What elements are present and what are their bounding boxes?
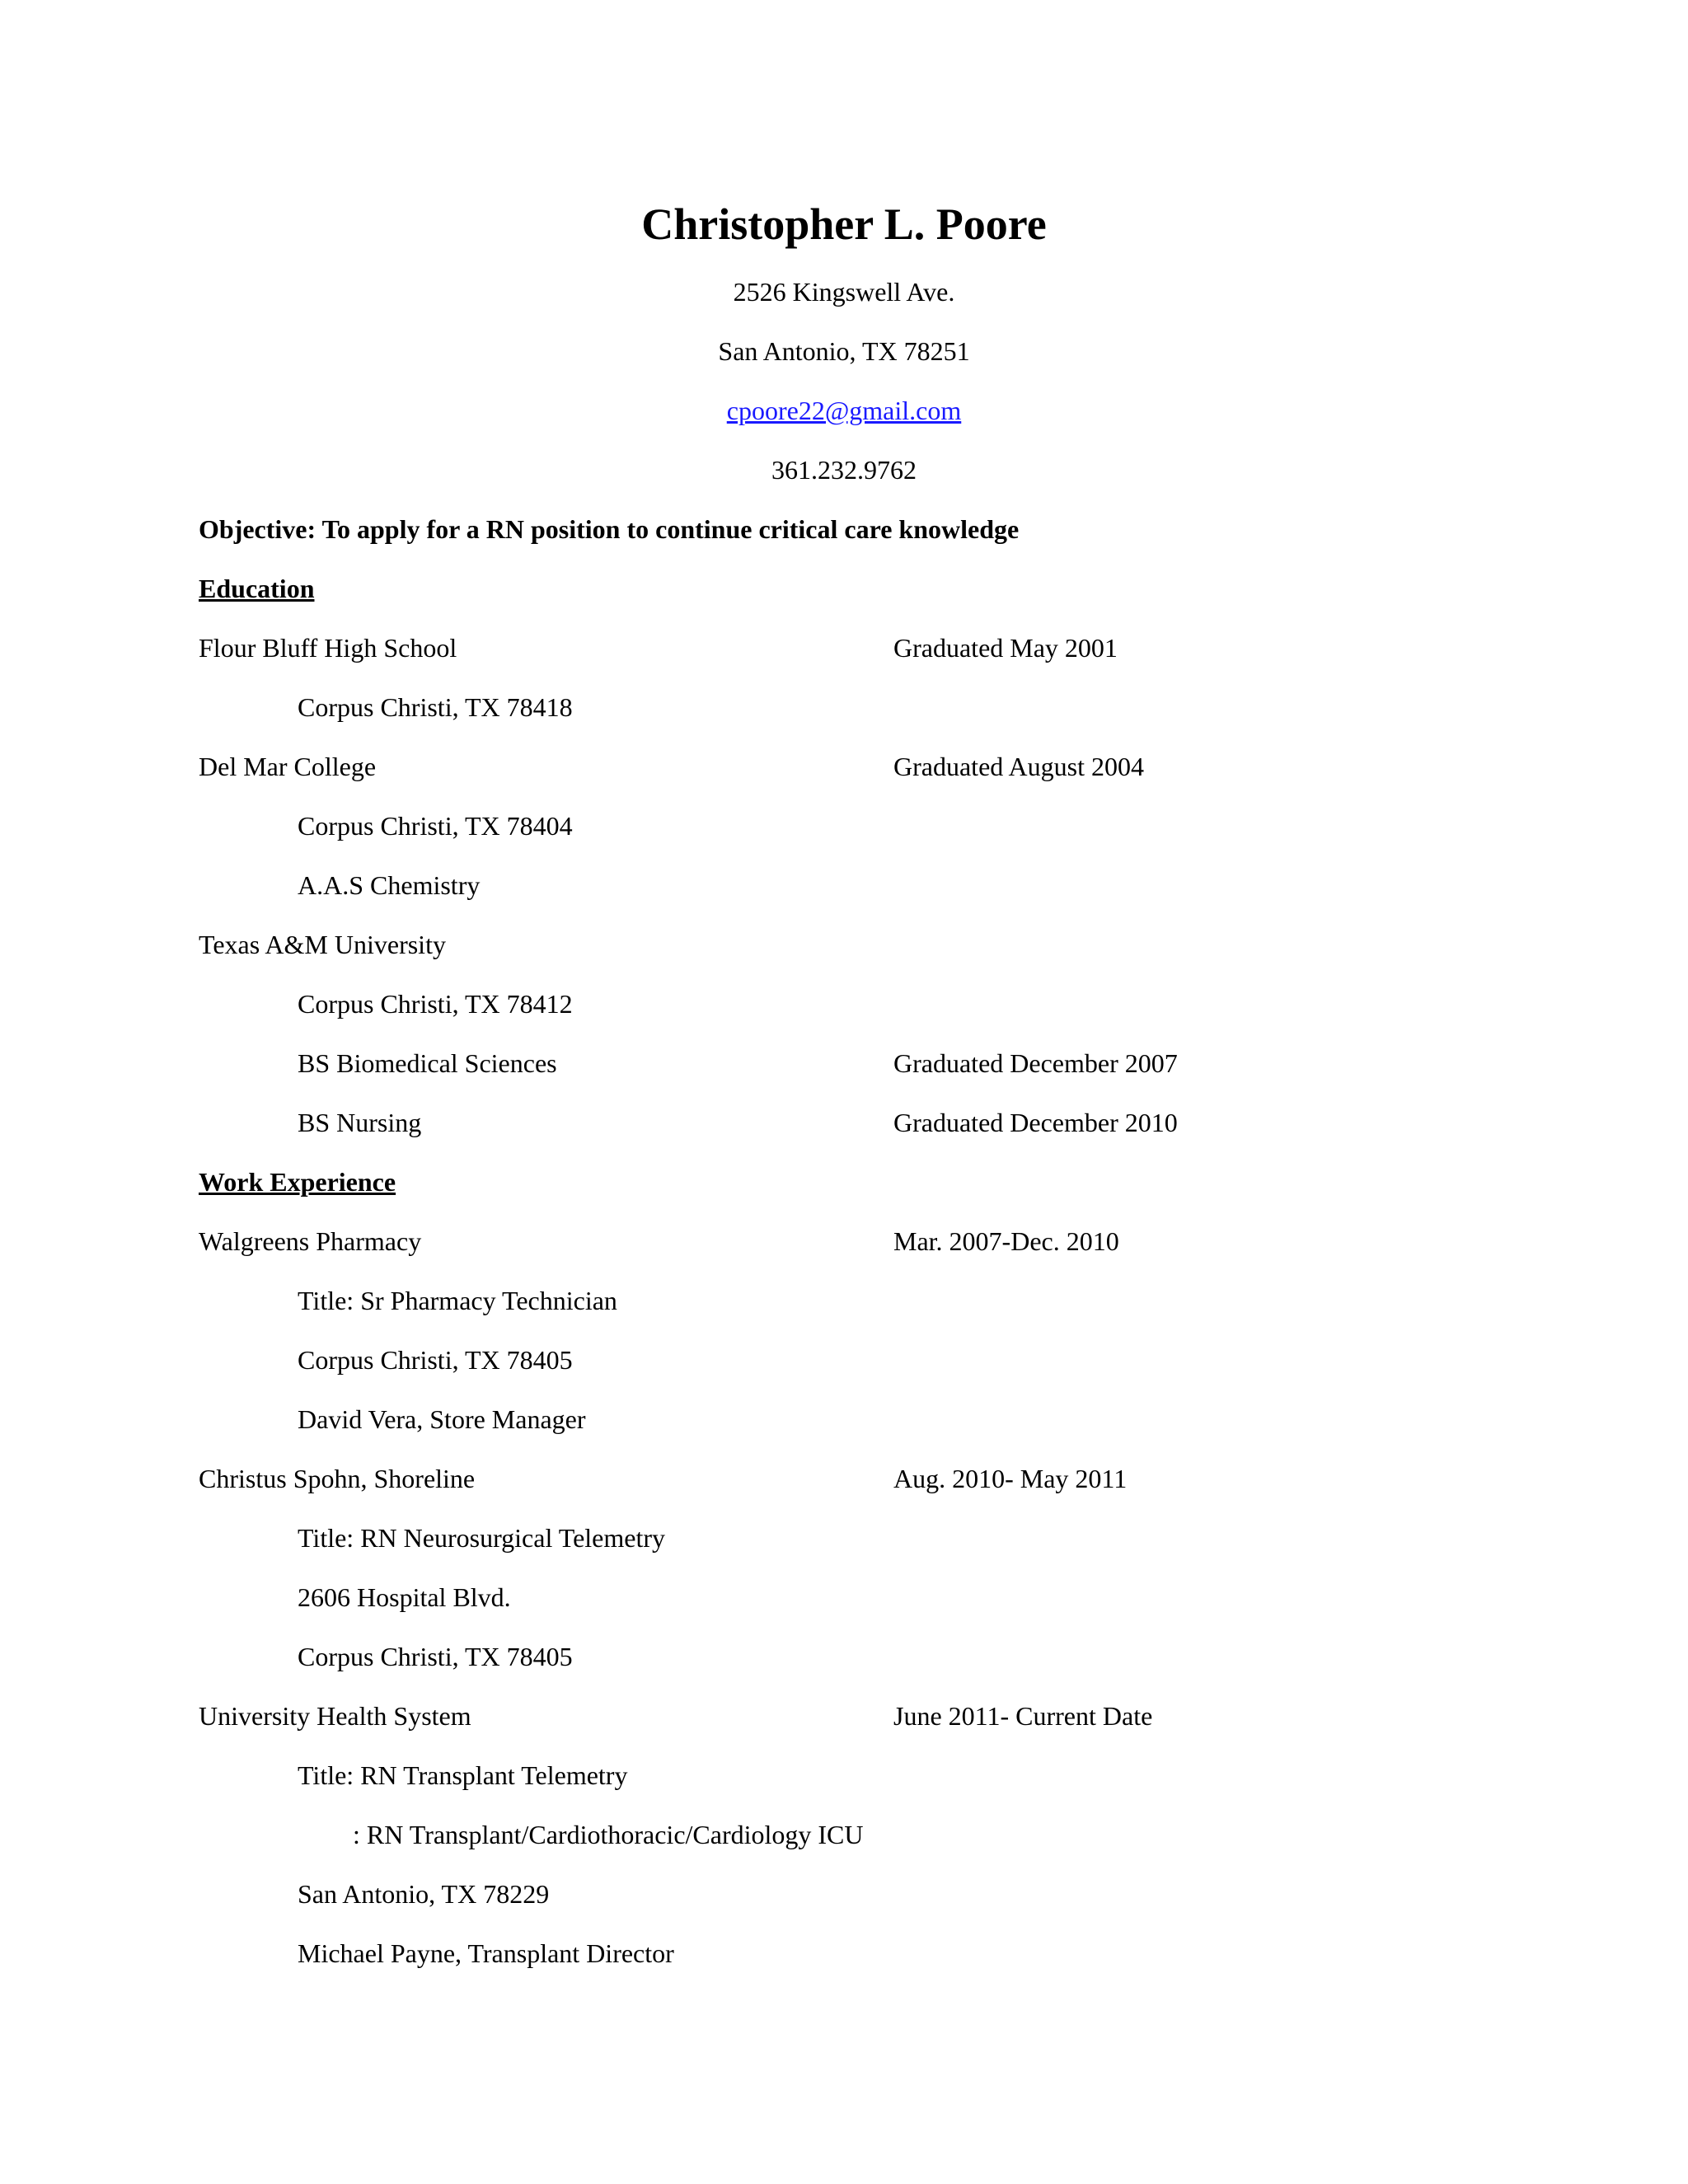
education-heading: Education [199,574,315,603]
work-experience-heading: Work Experience [199,1167,396,1197]
graduation-date: Graduated December 2010 [893,1108,1178,1137]
school-location: Corpus Christi, TX 78412 [298,989,573,1019]
address-line-1: 2526 Kingswell Ave. [733,277,955,307]
email-row [0,394,1688,427]
degree: BS Nursing [298,1108,422,1137]
objective-statement: Objective: To apply for a RN position to continue critical care knowledge [199,514,1020,544]
school-name: Texas A&M University [199,930,446,959]
candidate-name: Christopher L. Poore [641,199,1047,249]
job-title: Title: RN Neurosurgical Telemetry [298,1523,665,1553]
employment-dates: June 2011- Current Date [893,1701,1153,1731]
job-supervisor: David Vera, Store Manager [298,1404,586,1434]
graduation-date: Graduated December 2007 [893,1048,1178,1078]
school-location: Corpus Christi, TX 78418 [298,692,573,722]
phone-number: 361.232.9762 [771,455,917,485]
employer-name: University Health System [199,1701,471,1731]
school-location: Corpus Christi, TX 78404 [298,811,573,841]
email-link[interactable]: cpoore22@gmail.com [726,396,962,425]
job-title-secondary: : RN Transplant/Cardiothoracic/Cardiology ICU [353,1820,864,1849]
job-location: San Antonio, TX 78229 [298,1879,550,1909]
address-line-2: San Antonio, TX 78251 [718,336,970,366]
job-title: Title: RN Transplant Telemetry [298,1760,628,1790]
graduation-date: Graduated August 2004 [893,752,1144,781]
employment-dates: Mar. 2007-Dec. 2010 [893,1226,1119,1256]
employer-name: Walgreens Pharmacy [199,1226,422,1256]
job-location: Corpus Christi, TX 78405 [298,1642,573,1671]
employment-dates: Aug. 2010- May 2011 [893,1464,1128,1493]
job-address: 2606 Hospital Blvd. [298,1582,511,1612]
job-location: Corpus Christi, TX 78405 [298,1345,573,1375]
degree: A.A.S Chemistry [298,870,481,900]
graduation-date: Graduated May 2001 [893,633,1118,663]
employer-name: Christus Spohn, Shoreline [199,1464,476,1493]
job-supervisor: Michael Payne, Transplant Director [298,1938,674,1968]
school-name: Flour Bluff High School [199,633,457,663]
job-title: Title: Sr Pharmacy Technician [298,1286,617,1315]
school-name: Del Mar College [199,752,377,781]
degree: BS Biomedical Sciences [298,1048,557,1078]
